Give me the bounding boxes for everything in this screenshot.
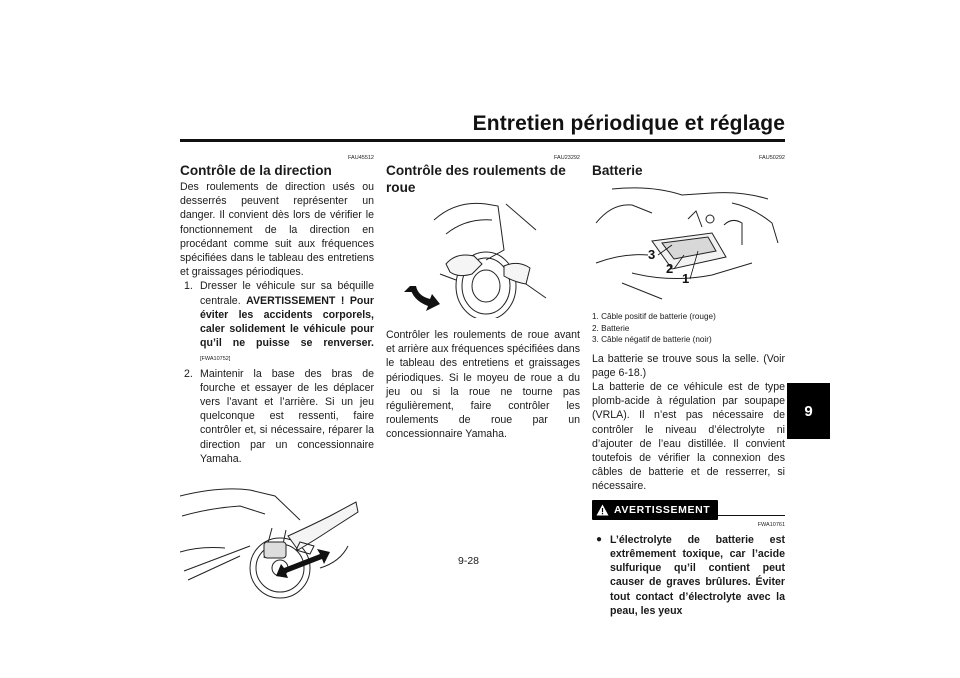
step-1-instruction: Dresser le véhicule sur sa béquille centrale.: [200, 280, 374, 307]
warning-bullet: [592, 533, 785, 618]
step-number: 2.: [184, 367, 193, 380]
page-number: 9-28: [458, 555, 480, 567]
step-1: [180, 279, 374, 366]
warning-code: FWA10761: [757, 521, 785, 528]
step-2: [180, 367, 374, 466]
section-heading: Batterie: [592, 163, 643, 178]
steering-illustration-drawing: [180, 476, 370, 600]
step-number: 1.: [184, 280, 193, 293]
section-code: FAU45512: [348, 155, 374, 161]
page-title: Entretien périodique et réglage: [472, 112, 785, 135]
battery-illustration: [592, 183, 785, 303]
wheel-bearing-illustration: [386, 200, 580, 318]
warning-bullet-text: L’électrolyte de batterie est extrêmement toxique, car l’acide sulfurique qu’il contient peut causer de graves brûlures. Éviter tout contact d’électrolyte avec la peau, les yeux: [610, 533, 785, 617]
battery-location-paragraph: La batterie se trouve sous la selle. (Voir page 6-18.): [592, 352, 785, 379]
steering-check-section: [180, 155, 374, 600]
caption-item: 2. Batterie: [592, 323, 630, 333]
figure-captions: [592, 311, 785, 346]
warning-rule: [718, 515, 785, 516]
section-code: FAU23292: [554, 155, 580, 161]
caption-item: 3. Câble négatif de batterie (noir): [592, 335, 712, 344]
chapter-tab[interactable]: 9: [787, 383, 830, 439]
wheel-bearings-section: [386, 155, 580, 442]
battery-illustration-drawing: [592, 183, 785, 303]
warning-label: AVERTISSEMENT: [614, 503, 711, 516]
section-code: FAU50292: [759, 155, 785, 161]
wheel-bearing-illustration-drawing: [386, 200, 580, 318]
warning-code: [FWA10752]: [200, 356, 231, 363]
callout-2: 2: [666, 261, 674, 276]
steering-illustration: [180, 476, 370, 600]
warning-header: [592, 500, 785, 520]
intro-paragraph: Des roulements de direction usés ou desserrés peuvent représenter un danger. Il convient dès lors de vérifier le fonctionnement de la direction en procédant comme suit aux fréquences spécifiées dans le tableau des entretiens et graissages périodiques.: [180, 181, 374, 279]
callout-1: 1: [682, 271, 690, 286]
warning-badge: [592, 500, 718, 520]
warning-triangle-icon: [596, 504, 609, 516]
caption-item: 1. Câble positif de batterie (rouge): [592, 312, 716, 321]
body-paragraph: Contrôler les roulements de roue avant et arrière aux fréquences spécifiées dans le tableau des entretiens et graissages périodiques. Si le moyeu de roue a du jeu ou si la roue ne tourne pas régulièrement, faire contrôler les roulements de roue par un concessionnaire Yamaha.: [386, 329, 580, 441]
rotation-arrow-icon: [404, 286, 440, 311]
callout-3: 3: [648, 247, 656, 262]
step-text: [200, 279, 374, 366]
title-rule: [180, 139, 785, 142]
step-2-instruction: Maintenir la base des bras de fourche et essayer de les déplacer vers l’avant et l’arrière. Si un jeu quelconque est ressenti, faire contrôler et, si nécessaire, réparer la direction par un concessionnaire Yamaha.: [200, 367, 374, 465]
bullet-dot-icon: ●: [596, 533, 603, 545]
battery-type-paragraph: La batterie de ce véhicule est de type plomb-acide à régulation par soupape (VRLA). Il n’est pas nécessaire de contrôler le niveau d’électrolyte ni d’ajouter de l’eau distillée. Il convient toutefois de vérifier la connexion des câbles de batterie et de resserrer, si nécessaire.: [592, 380, 785, 493]
battery-section: [592, 155, 785, 618]
step-1-warning: AVERTISSEMENT ! Pour éviter les accidents corporels, caler solidement le véhicule pour qu’il ne puisse se renverser.: [200, 294, 374, 350]
section-heading: Contrôle des roulements de roue: [386, 163, 566, 195]
section-heading: Contrôle de la direction: [180, 163, 332, 178]
